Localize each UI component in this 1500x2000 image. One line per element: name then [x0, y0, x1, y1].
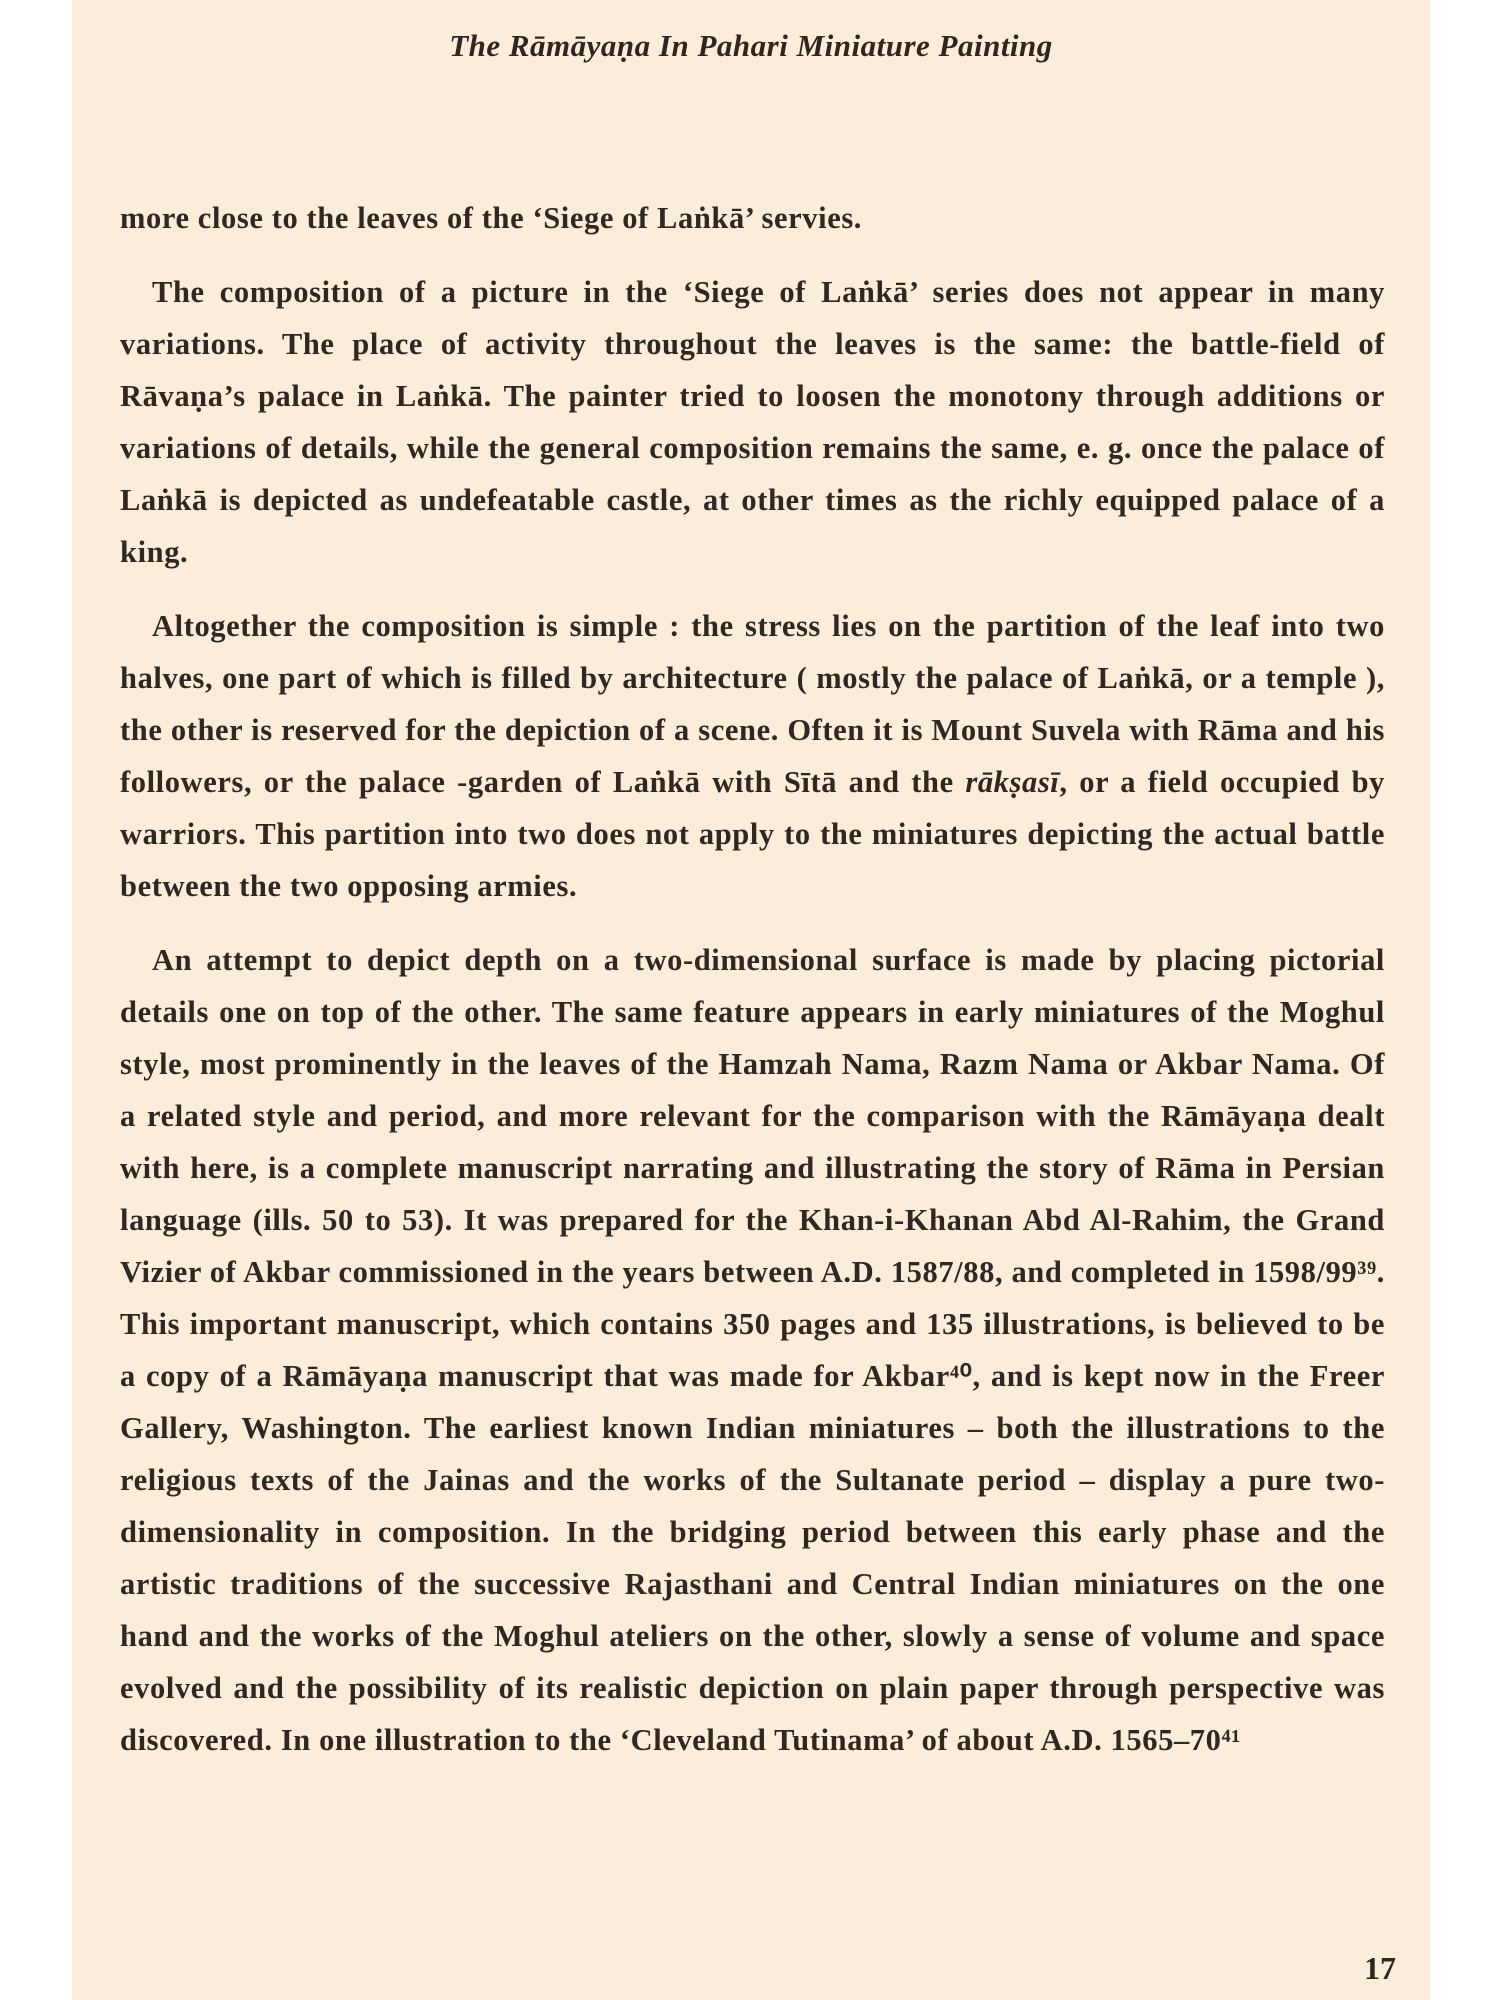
paragraph-3: Altogether the composition is simple : the stress lies on the partition of the leaf into two halves, one part of which is filled by architecture ( mostly the palace of Laṅkā, or a temple ), the other is reserved for the depiction of a scene. Often it is Mount Suvela with Rāma and his followers, or the palace -garden of Laṅkā with Sītā and the rākṣasī, or a field occupied by warriors. This partition into two does not apply to the miniatures depicting the actual battle between the two opposing armies.	[120, 609, 1385, 903]
paragraph-2: The composition of a picture in the ‘Siege of Laṅkā’ series does not appear in many variations. The place of activity throughout the leaves is the same: the battle-field of Rāvaṇa’s palace in Laṅkā. The painter tried to loosen the monotony through additions or variations of details, while the general composition remains the same, e. g. once the palace of Laṅkā is depicted as undefeatable castle, at other times as the richly equipped palace of a king.	[120, 275, 1385, 569]
running-head: The Rāmāyaṇa In Pahari Miniature Painting	[449, 28, 1053, 63]
book-page	[72, 0, 1430, 2000]
body-text	[120, 192, 1385, 1788]
page-number: 17	[1364, 1950, 1396, 1986]
paragraph-1: more close to the leaves of the ‘Siege of Laṅkā’ servies.	[120, 201, 863, 235]
italic-term: rākṣasī	[965, 765, 1060, 799]
paragraph-4: An attempt to depict depth on a two-dimensional surface is made by placing pictorial details one on top of the other. The same feature appears in early miniatures of the Moghul style, most prominently in the leaves of the Hamzah Nama, Razm Nama or Akbar Nama. Of a related style and period, and more relevant for the comparison with the Rāmāyaṇa dealt with here, is a complete manuscript narrating and illustrating the story of Rāma in Persian language (ills. 50 to 53). It was prepared for the Khan-i-Khanan Abd Al-Rahim, the Grand Vizier of Akbar commissioned in the years between A.D. 1587/88, and completed in 1598/99³⁹. This important manuscript, which contains 350 pages and 135 illustrations, is believed to be a copy of a Rāmāyaṇa manuscript that was made for Akbar⁴⁰, and is kept now in the Freer Gallery, Washington. The earliest known Indian miniatures – both the illustrations to the religious texts of the Jainas and the works of the Sultanate period – display a pure two-dimensionality in composition. In the bridging period between this early phase and the artistic traditions of the successive Rajasthani and Central Indian miniatures on the one hand and the works of the Moghul ateliers on the other, slowly a sense of volume and space evolved and the possibility of its realistic depiction on plain paper through perspective was discovered. In one illustration to the ‘Cleveland Tutinama’ of about A.D. 1565–70⁴¹	[120, 943, 1385, 1757]
